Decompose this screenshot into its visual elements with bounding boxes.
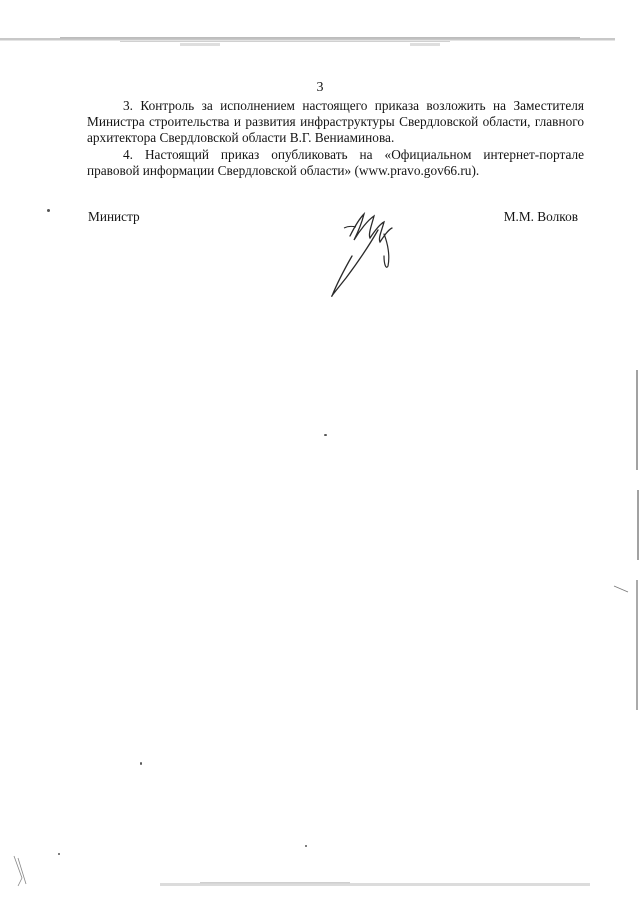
speck [305, 845, 307, 847]
speck [140, 762, 142, 765]
scan-artifact-top [0, 34, 615, 48]
page-number: 3 [316, 80, 324, 95]
scan-artifact-bottom [0, 838, 640, 905]
signatory-name: М.М. Волков [503, 209, 578, 224]
signatory-role: Министр [88, 209, 140, 224]
speck [47, 209, 50, 212]
speck [58, 853, 60, 855]
handwritten-signature [318, 200, 408, 300]
scan-artifact-right [606, 360, 640, 720]
paragraph-3: 3. Контроль за исполнением настоящего приказа возложить на Заместителя Министра строительства и развития инфраструктуры Свердловской области, главного архитектора Свердловской области В.Г. Вениаминова. [87, 98, 584, 145]
speck [324, 434, 327, 436]
paragraph-4: 4. Настоящий приказ опубликовать на «Официальном интернет-портале правовой информации Свердловской области» (www.pravo.gov66.ru). [87, 147, 584, 178]
